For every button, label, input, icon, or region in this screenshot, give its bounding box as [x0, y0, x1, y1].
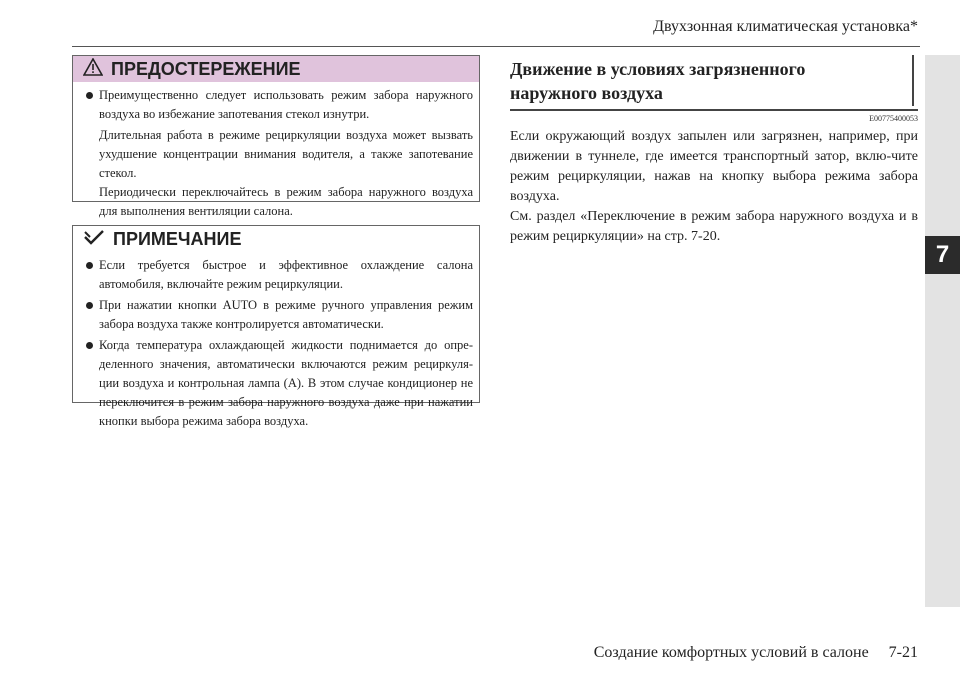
note-item: Если требуется быстрое и эффективное охлаждение салона автомобиля, включайте режим рециркуляции.: [85, 256, 473, 294]
section-polluted-air: [510, 55, 918, 247]
warning-body: [73, 82, 479, 221]
chapter-number-tab: 7: [925, 236, 960, 274]
note-box: [72, 225, 480, 428]
header-divider: [72, 46, 920, 47]
note-header: [73, 226, 479, 252]
footer-section-title: Создание комфортных условий в салоне: [593, 644, 869, 661]
page-header-title: Двухзонная климатическая установка*: [653, 18, 918, 35]
note-check-icon: [83, 228, 105, 251]
section-paragraph: См. раздел «Переключение в режим забора наружного воздуха и в режим рециркуляции» на стр. 7-20.: [510, 209, 918, 244]
warning-triangle-icon: [83, 58, 103, 81]
note-body: [73, 252, 479, 431]
section-title-line: наружного воздуха: [510, 83, 663, 103]
warning-header: [73, 56, 479, 82]
warning-paragraph: Периодически переключайтесь в режим забора наружного воздуха для выполнения вентиляции салона.: [99, 185, 473, 218]
section-body: [510, 127, 918, 247]
note-item: При нажатии кнопки AUTO в режиме ручного управления режим забора воздуха также контролируется автоматически.: [85, 296, 473, 334]
warning-label: ПРЕДОСТЕРЕЖЕНИЕ: [111, 58, 301, 79]
note-item: Когда температура охлаждающей жидкости поднимается до опре-деленного значения, автоматически включаются режим рециркуля-ции воздуха и контрольная лампа (A). В этом случае кондиционер не переключится в режим забора наружного воздуха даже при нажатии кнопки выбора режима забора воздуха.: [85, 336, 473, 431]
section-code: E00775400053: [869, 114, 918, 123]
side-tab-strip: [925, 55, 960, 607]
warning-bullet: Преимущественно следует использовать режим забора наружного воздуха во избежание запотевания стекол изнутри.: [85, 86, 473, 124]
section-paragraph: Если окружающий воздух запылен или загрязнен, например, при движении в туннеле, где имеется транспортный затор, вклю-чите режим рециркуляции, нажав на кнопку выбора режима забора воздуха.: [510, 129, 918, 204]
page-footer: [574, 644, 918, 662]
section-title-line: Движение в условиях загрязненного: [510, 59, 806, 79]
section-title: [510, 55, 918, 111]
warning-box: [72, 55, 480, 218]
note-label: ПРИМЕЧАНИЕ: [113, 228, 242, 249]
page-number: 7-21: [888, 644, 918, 661]
warning-paragraph: Длительная работа в режиме рециркуляции воздуха может вызвать ухудшение концентрации внимания водителя, а также запотевание стекол.: [99, 128, 473, 180]
